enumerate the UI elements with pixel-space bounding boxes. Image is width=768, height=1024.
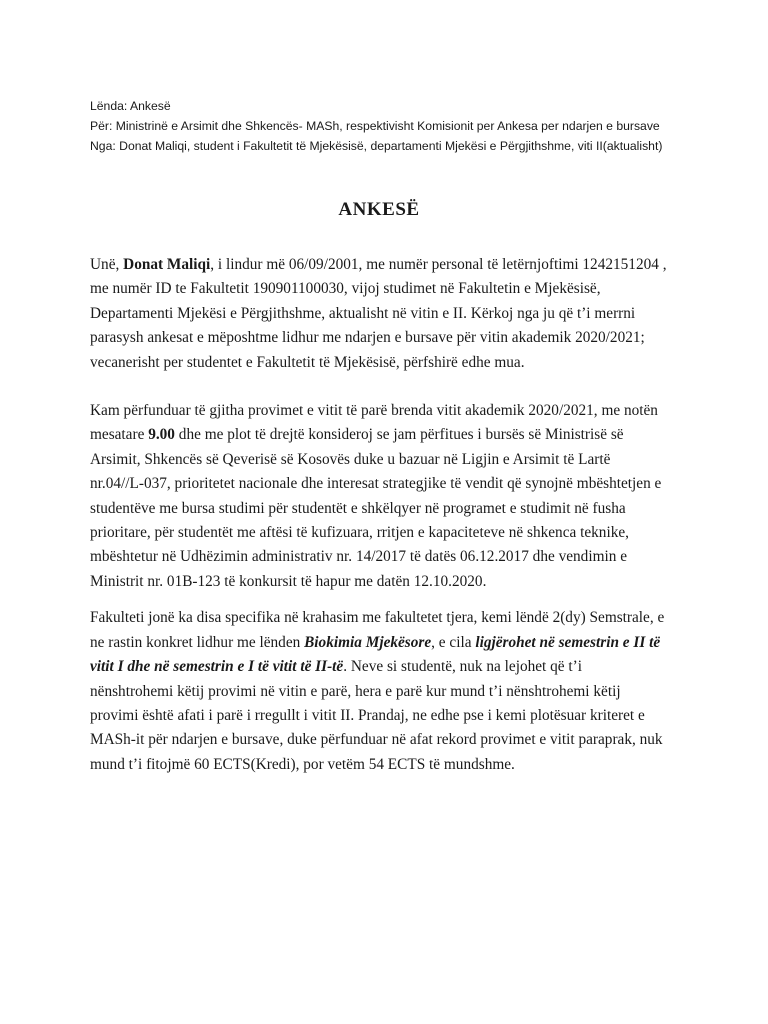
recipient-label: Për:	[90, 119, 113, 133]
intro-text-start: Unë,	[90, 256, 124, 273]
sender-label: Nga:	[90, 139, 116, 153]
student-name: Donat Maliqi	[123, 256, 211, 273]
subject-label: Lënda:	[90, 99, 128, 113]
document-title: ANKESË	[338, 199, 420, 220]
sender-line	[90, 136, 668, 156]
average-grade: 9.00	[148, 426, 175, 444]
grades-text-rest: dhe me plot të drejtë konsideroj se jam përfitues i bursës së Ministrisë së Arsimit, Shkencës së Qeverisë së Kosovës duke u bazuar në Ligjin e Arsimit të Lartë nr.04//L-037, prioritetet nacionale dhe interesat strategjike të vendit që synojnë mbështetjen e studentëve me bursa studimi për studentët e shkëlqyer në programet e studimit në fusha prioritare, për studentët me aftësi të kufizuara, rritjen e kapaciteteve në shkenca teknike, mbështetur në Udhëzimin administrativ nr. 14/2017 të datës 06.12.2017 dhe vendimin e Ministrit nr. 01B-123 të konkursit të hapur me datën 12.10.2020.	[90, 426, 662, 590]
semester-emphasis: ligjërohet në semestrin e II të vitit I dhe në semestrin e I të vitit të II-të	[90, 633, 661, 676]
paragraph-specifics	[90, 606, 668, 777]
specifics-text-rest: . Neve si studentë, nuk na lejohet që t’i nënshtrohemi këtij provimi në vitin e parë, hera e parë kur mund t’i nënshtrohemi këtij provimi është afati i parë i rregullt i vitit II. Prandaj, ne edhe pse i kemi plotësuar kriteret e MASh-it për ndarjen e bursave, duke përfunduar në afat rekord provimet e vitit paraprak, nuk mund t’i fitojmë 60 ECTS(Kredi), por vetëm 54 ECTS të mundshme.	[90, 658, 663, 773]
recipient-line	[90, 116, 668, 136]
paragraph-grades	[90, 399, 668, 594]
specifics-text-mid: , e cila	[431, 633, 476, 651]
letter-header	[90, 96, 668, 156]
sender-value: Donat Maliqi, student i Fakultetit të Mjekësisë, departamenti Mjekësi e Përgjithshme, viti II(aktualisht)	[119, 139, 663, 153]
grades-text-start: Kam përfunduar të gjitha provimet e vitit të parë brenda vitit akademik 2020/2021, me notën mesatare	[90, 402, 658, 444]
specifics-text-start: Fakulteti jonë ka disa specifika në krahasim me fakultetet tjera, kemi lëndë 2(dy) Semstrale, e ne rastin konkret lidhur me lënden	[90, 609, 665, 651]
course-name: Biokimia Mjekësore	[304, 633, 432, 651]
paragraph-intro	[90, 253, 668, 375]
intro-text-rest: , i lindur më 06/09/2001, me numër personal të letërnjoftimi 1242151204 , me numër ID te Fakultetit 190901100030, vijoj studimet në Fakultetin e Mjekësisë, Departamenti Mjekësi e Përgjithshme, aktualisht në vitin e II. Kërkoj nga ju që t’i merrni parasysh ankesat e mëposhtme lidhur me ndarjen e bursave për vitin akademik 2020/2021; vecanerisht per studentet e Fakultetit të Mjekësisë, përfshirë edhe mua.	[90, 256, 667, 371]
recipient-value: Ministrinë e Arsimit dhe Shkencës- MASh, respektivisht Komisionit per Ankesa per ndarjen e bursave	[115, 119, 660, 133]
subject-value: Ankesë	[130, 99, 171, 113]
subject-line	[90, 96, 668, 116]
